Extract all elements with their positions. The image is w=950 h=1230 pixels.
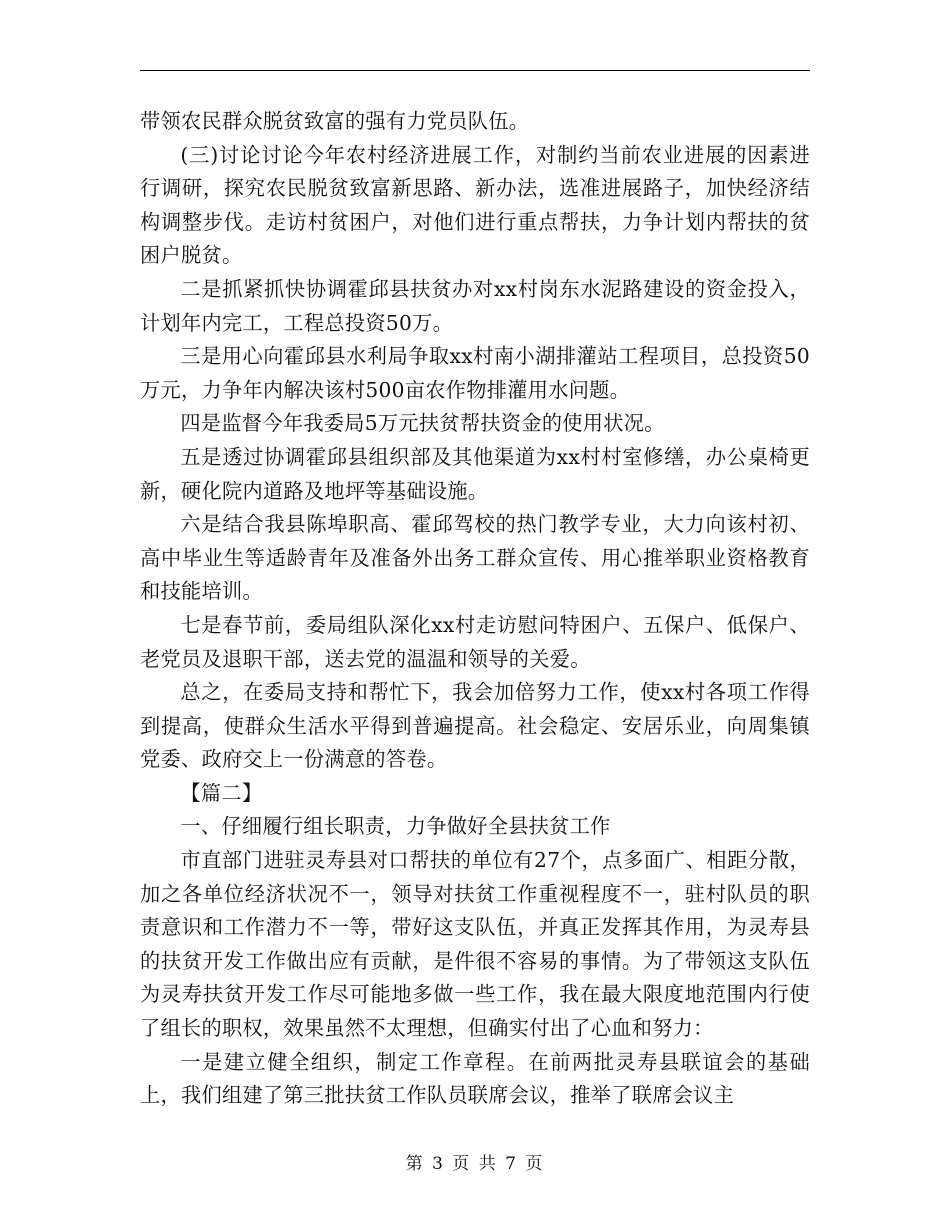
paragraph: (三)讨论讨论今年农村经济进展工作，对制约当前农业进展的因素进行调研，探究农民脱贫致富新思路、新办法，选准进展路子，加快经济结构调整步伐。走访村贫困户，对他们进行重点帮扶，力争计划内帮扶的贫困户脱贫。 [140,142,810,268]
paragraph: 三是用心向霍邱县水利局争取xx村南小湖排灌站工程项目，总投资50万元，力争年内解决该村500亩农作物排灌用水问题。 [140,344,810,402]
paragraph: 五是透过协调霍邱县组织部及其他渠道为xx村村室修缮，办公桌椅更新，硬化院内道路及地坪等基础设施。 [140,444,810,503]
paragraph: 一是建立健全组织，制定工作章程。在前两批灵寿县联谊会的基础上，我们组建了第三批扶贫工作队员联席会议，推举了联席会议主 [140,1049,810,1108]
subsection-heading: 一、仔细履行组长职责，力争做好全县扶贫工作 [180,814,611,839]
section-heading: 【篇二】 [180,780,263,805]
page-number-footer: 第 3 页 共 7 页 [405,1154,545,1174]
paragraph: 六是结合我县陈埠职高、霍邱驾校的热门教学专业，大力向该村初、高中毕业生等适龄青年及准备外出务工群众宣传、用心推举职业资格教育和技能培训。 [140,512,810,604]
paragraph: 二是抓紧抓快协调霍邱县扶贫办对xx村岗东水泥路建设的资金投入，计划年内完工，工程总投资50万。 [140,276,810,335]
paragraph: 市直部门进驻灵寿县对口帮扶的单位有27个，点多面广、相距分散，加之各单位经济状况不一，领导对扶贫工作重视程度不一，驻村队员的职责意识和工作潜力不一等，带好这支队伍，并真正发挥其作用，为灵寿县的扶贫开发工作做出应有贡献，是件很不容易的事情。为了带领这支队伍为灵寿扶贫开发工作尽可能地多做一些工作，我在最大限度地范围内行使了组长的职权，效果虽然不太理想，但确实付出了心血和努力： [140,848,810,1041]
document-body [140,105,810,1113]
paragraph: 四是监督今年我委局5万元扶贫帮扶资金的使用状况。 [180,411,665,436]
paragraph: 七是春节前，委局组队深化xx村走访慰问特困户、五保户、低保户、老党员及退职干部，送去党的温温和领导的关爱。 [140,612,810,671]
paragraph: 总之，在委局支持和帮忙下，我会加倍努力工作，使xx村各项工作得到提高，使群众生活水平得到普遍提高。社会稳定、安居乐业，向周集镇党委、政府交上一份满意的答卷。 [140,680,810,772]
header-rule [140,70,810,71]
paragraph: 带领农民群众脱贫致富的强有力党员队伍。 [140,109,530,133]
